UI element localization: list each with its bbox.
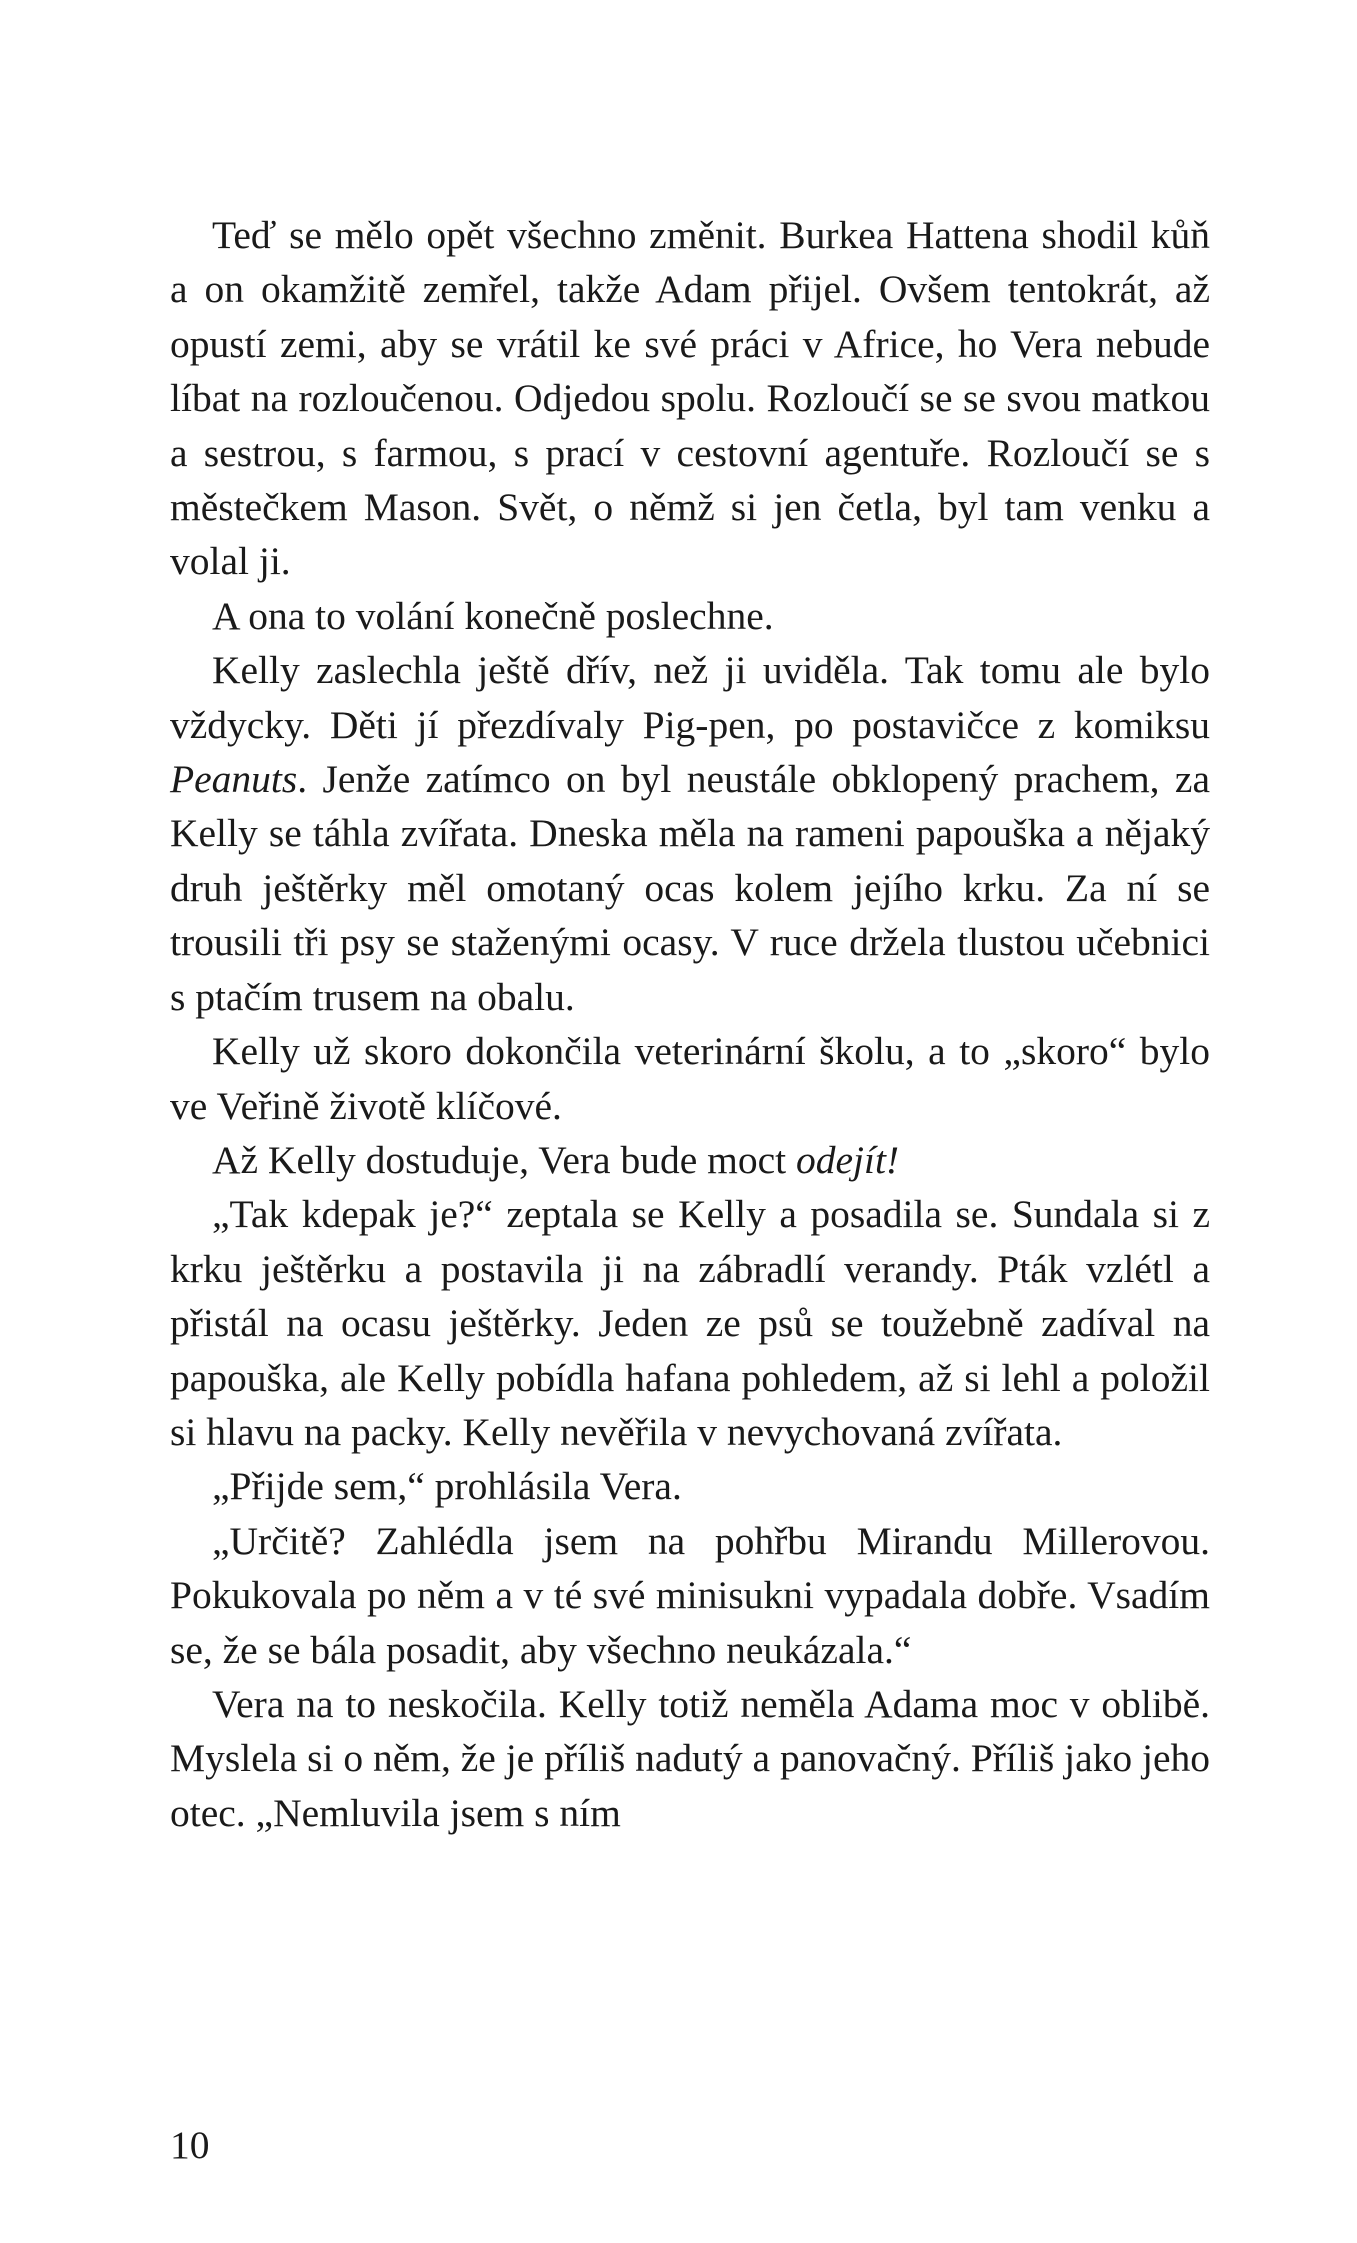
paragraph — [170, 643, 1210, 1024]
paragraph — [170, 208, 1210, 589]
italic-title: Peanuts — [170, 757, 298, 802]
paragraph — [170, 1024, 1210, 1133]
paragraph — [170, 1677, 1210, 1840]
text-segment: . Jenže zatímco on byl neustále obklopený prachem, za Kelly se táhla zvířata. Dneska měla na rameni papouška a nějaký druh ještěrky měl omotaný ocas kolem jejího krku. Za ní se trousili tři psy se staženými ocasy. V ruce držela tlustou učebnici s ptačím trusem na obalu. — [170, 757, 1210, 1019]
text-segment: Až Kelly dostuduje, Vera bude moct — [212, 1137, 796, 1182]
text-segment: „Určitě? Zahlédla jsem na pohřbu Mirandu Millerovou. Pokukovala po něm a v té své minisukni vypadala dobře. Vsadím se, že se bála posadit, aby všechno neukázala.“ — [170, 1518, 1210, 1672]
text-segment: Kelly zaslechla ještě dřív, než ji uviděla. Tak tomu ale bylo vždycky. Děti jí přezdívaly Pig-pen, po postavičce z komiksu — [170, 648, 1210, 747]
text-segment: Teď se mělo opět všechno změnit. Burkea Hattena shodil kůň a on okamžitě zemřel, takže Adam přijel. Ovšem tentokrát, až opustí zemi, aby se vrátil ke své práci v Africe, ho Vera nebude líbat na rozloučenou. Odjedou spolu. Rozloučí se se svou matkou a sestrou, s farmou, s prací v cestovní agentuře. Rozloučí se s městečkem Mason. Svět, o němž si jen četla, byl tam venku a volal ji. — [170, 213, 1210, 584]
body-text — [170, 208, 1210, 1840]
paragraph — [170, 1514, 1210, 1677]
text-segment: „Přijde sem,“ prohlásila Vera. — [212, 1464, 682, 1509]
page-number: 10 — [170, 2123, 210, 2167]
text-segment: A ona to volání konečně poslechne. — [212, 593, 774, 638]
text-segment: Vera na to neskočila. Kelly totiž neměla Adama moc v oblibě. Myslela si o něm, že je příliš nadutý a panovačný. Příliš jako jeho otec. „Nemluvila jsem s ním — [170, 1681, 1210, 1835]
italic-emphasis: odejít! — [795, 1137, 900, 1182]
paragraph — [170, 1187, 1210, 1459]
paragraph — [170, 1459, 1210, 1513]
paragraph — [170, 589, 1210, 643]
text-segment: Kelly už skoro dokončila veterinární školu, a to „skoro“ bylo ve Veřině životě klíčové. — [170, 1029, 1210, 1128]
text-segment: „Tak kdepak je?“ zeptala se Kelly a posadila se. Sundala si z krku ještěrku a postavila ji na zábradlí verandy. Pták vzlétl a přistál na ocasu ještěrky. Jeden ze psů se toužebně zadíval na papouška, ale Kelly pobídla hafana pohledem, až si lehl a položil si hlavu na packy. Kelly nevěřila v nevychovaná zvířata. — [170, 1192, 1210, 1454]
paragraph — [170, 1133, 1210, 1187]
